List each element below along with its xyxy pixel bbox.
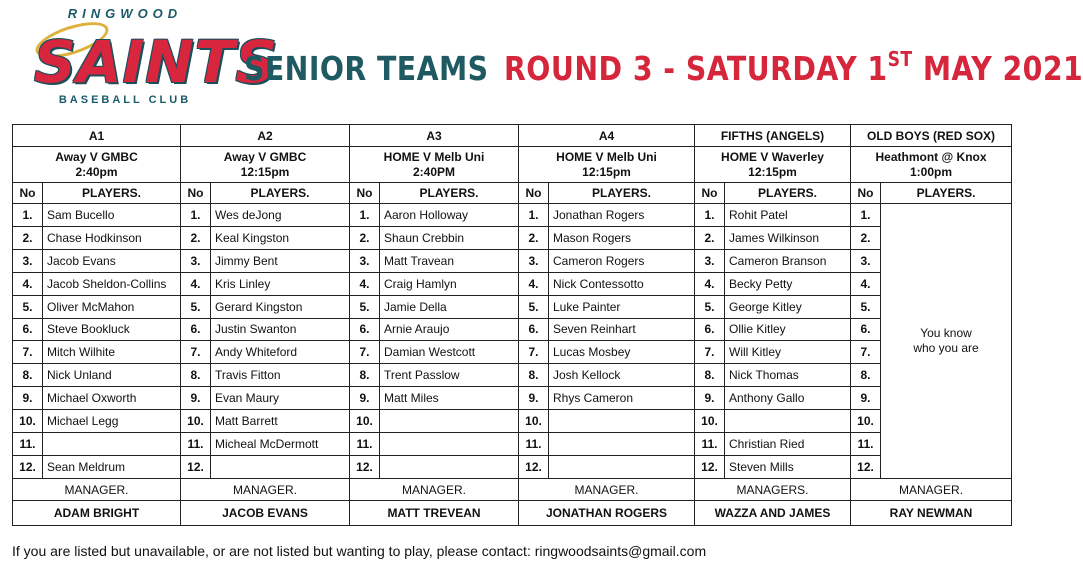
team-name-row: [13, 125, 1012, 147]
game-opponent: Away V GMBC: [55, 149, 138, 164]
player-name: Keal Kingston: [211, 226, 350, 249]
player-number: 2.: [350, 226, 380, 249]
player-number: 10.: [350, 410, 380, 433]
player-row: [13, 341, 1012, 364]
title-ordinal: ST: [887, 47, 913, 71]
player-number: 7.: [13, 341, 43, 364]
player-number: 1.: [695, 204, 725, 227]
player-number: 11.: [695, 433, 725, 456]
player-number: 12.: [695, 455, 725, 478]
player-name: Matt Miles: [380, 387, 519, 410]
player-number: 12.: [13, 455, 43, 478]
player-number: 7.: [519, 341, 549, 364]
page-title: [244, 44, 1083, 94]
player-number: 3.: [13, 249, 43, 272]
player-name: Trent Passlow: [380, 364, 519, 387]
player-number: 3.: [350, 249, 380, 272]
player-row: [13, 249, 1012, 272]
player-number: 10.: [519, 410, 549, 433]
player-number: 8.: [13, 364, 43, 387]
old-boys-note: [881, 204, 1012, 479]
player-number: 2.: [519, 226, 549, 249]
player-number: 10.: [181, 410, 211, 433]
player-name: Nick Contessotto: [549, 272, 695, 295]
player-name: Gerard Kingston: [211, 295, 350, 318]
player-number: 4.: [695, 272, 725, 295]
player-number: 2.: [181, 226, 211, 249]
title-round: [504, 49, 1083, 88]
player-name: Aaron Holloway: [380, 204, 519, 227]
game-opponent: HOME V Waverley: [721, 149, 824, 164]
game-opponent: HOME V Melb Uni: [556, 149, 657, 164]
manager-name: MATT TREVEAN: [350, 501, 519, 526]
player-name: [380, 433, 519, 456]
player-name: Jamie Della: [380, 295, 519, 318]
player-name: [549, 455, 695, 478]
no-header: No: [519, 183, 549, 204]
player-number: 6.: [350, 318, 380, 341]
manager-label: MANAGER.: [350, 479, 519, 501]
player-number: 2.: [851, 226, 881, 249]
player-number: 6.: [181, 318, 211, 341]
player-name: [549, 410, 695, 433]
players-header: PLAYERS.: [881, 183, 1012, 204]
player-row: [13, 295, 1012, 318]
team-name: FIFTHS (ANGELS): [695, 125, 851, 147]
player-number: 9.: [519, 387, 549, 410]
player-number: 6.: [519, 318, 549, 341]
game-opponent: Heathmont @ Knox: [875, 149, 987, 164]
game-time: 12:15pm: [582, 164, 631, 179]
player-number: 11.: [13, 433, 43, 456]
player-number: 2.: [13, 226, 43, 249]
player-number: 5.: [519, 295, 549, 318]
players-header: PLAYERS.: [725, 183, 851, 204]
player-name: Luke Painter: [549, 295, 695, 318]
player-name: Mason Rogers: [549, 226, 695, 249]
manager-name: WAZZA AND JAMES: [695, 501, 851, 526]
player-number: 5.: [13, 295, 43, 318]
player-name: Travis Fitton: [211, 364, 350, 387]
player-number: 8.: [350, 364, 380, 387]
player-name: [549, 433, 695, 456]
club-logo: [30, 6, 279, 110]
player-number: 9.: [13, 387, 43, 410]
player-name: Evan Maury: [211, 387, 350, 410]
player-name: Mitch Wilhite: [43, 341, 181, 364]
player-name: [380, 410, 519, 433]
player-number: 9.: [181, 387, 211, 410]
player-name: Josh Kellock: [549, 364, 695, 387]
player-row: [13, 272, 1012, 295]
player-number: 1.: [350, 204, 380, 227]
player-number: 7.: [350, 341, 380, 364]
player-name: Matt Barrett: [211, 410, 350, 433]
player-row: [13, 204, 1012, 227]
team-name: A2: [181, 125, 350, 147]
player-number: 1.: [181, 204, 211, 227]
player-name: Christian Ried: [725, 433, 851, 456]
player-name: Oliver McMahon: [43, 295, 181, 318]
players-header: PLAYERS.: [549, 183, 695, 204]
team-name: A3: [350, 125, 519, 147]
player-name: Nick Unland: [43, 364, 181, 387]
game-time: 12:15pm: [748, 164, 797, 179]
game-opponent: HOME V Melb Uni: [383, 149, 485, 164]
player-name: [43, 433, 181, 456]
player-number: 11.: [851, 433, 881, 456]
player-name: Lucas Mosbey: [549, 341, 695, 364]
player-name: Justin Swanton: [211, 318, 350, 341]
players-header: PLAYERS.: [380, 183, 519, 204]
player-number: 12.: [519, 455, 549, 478]
player-number: 7.: [695, 341, 725, 364]
player-name: Michael Oxworth: [43, 387, 181, 410]
player-name: Shaun Crebbin: [380, 226, 519, 249]
player-number: 9.: [695, 387, 725, 410]
manager-name: JONATHAN ROGERS: [519, 501, 695, 526]
game-time: 1:00pm: [910, 164, 953, 179]
player-number: 5.: [695, 295, 725, 318]
player-name: Jonathan Rogers: [549, 204, 695, 227]
player-row: [13, 226, 1012, 249]
player-name: Michael Legg: [43, 410, 181, 433]
player-number: 3.: [695, 249, 725, 272]
player-name: Sean Meldrum: [43, 455, 181, 478]
player-number: 4.: [13, 272, 43, 295]
player-number: 8.: [695, 364, 725, 387]
players-header: PLAYERS.: [43, 183, 181, 204]
player-name: [211, 455, 350, 478]
player-number: 10.: [695, 410, 725, 433]
no-header: No: [181, 183, 211, 204]
player-number: 11.: [350, 433, 380, 456]
player-name: Andy Whiteford: [211, 341, 350, 364]
game-info: [350, 147, 519, 183]
game-info-row: [13, 147, 1012, 183]
game-opponent: Away V GMBC: [223, 149, 307, 164]
game-info: [181, 147, 350, 183]
manager-label: MANAGER.: [851, 479, 1012, 501]
player-name: Anthony Gallo: [725, 387, 851, 410]
player-name: [725, 410, 851, 433]
player-number: 1.: [519, 204, 549, 227]
player-number: 7.: [851, 341, 881, 364]
title-round-text: ROUND 3 - SATURDAY 1: [504, 49, 888, 88]
game-time: 12:15pm: [240, 164, 290, 179]
manager-label: MANAGERS.: [695, 479, 851, 501]
player-name: Wes deJong: [211, 204, 350, 227]
player-number: 8.: [851, 364, 881, 387]
player-name: Ollie Kitley: [725, 318, 851, 341]
player-number: 12.: [851, 455, 881, 478]
player-row: [13, 410, 1012, 433]
no-header: No: [695, 183, 725, 204]
old-boys-note-line: who you are: [913, 341, 979, 355]
player-name: Chase Hodkinson: [43, 226, 181, 249]
player-name: Cameron Rogers: [549, 249, 695, 272]
old-boys-note-line: You know: [920, 326, 972, 340]
team-name: A1: [13, 125, 181, 147]
player-row: [13, 433, 1012, 456]
manager-label: MANAGER.: [13, 479, 181, 501]
player-name: James Wilkinson: [725, 226, 851, 249]
contact-note: If you are listed but unavailable, or are not listed but wanting to play, please contact: ringwoodsaints@gmail.com: [12, 543, 707, 559]
player-name: Rhys Cameron: [549, 387, 695, 410]
player-number: 9.: [851, 387, 881, 410]
player-number: 1.: [851, 204, 881, 227]
player-number: 6.: [695, 318, 725, 341]
player-number: 5.: [181, 295, 211, 318]
player-number: 9.: [350, 387, 380, 410]
manager-name: ADAM BRIGHT: [13, 501, 181, 526]
no-header: No: [851, 183, 881, 204]
players-header: PLAYERS.: [211, 183, 350, 204]
player-number: 10.: [851, 410, 881, 433]
player-row: [13, 455, 1012, 478]
title-senior-teams: SENIOR TEAMS: [244, 49, 489, 88]
no-header: No: [13, 183, 43, 204]
player-number: 8.: [519, 364, 549, 387]
player-number: 3.: [519, 249, 549, 272]
title-date: MAY 2021: [912, 49, 1083, 88]
game-info: [851, 147, 1012, 183]
player-name: Will Kitley: [725, 341, 851, 364]
player-number: 6.: [13, 318, 43, 341]
player-name: Sam Bucello: [43, 204, 181, 227]
player-name: Arnie Araujo: [380, 318, 519, 341]
player-name: Matt Travean: [380, 249, 519, 272]
player-name: Jacob Sheldon-Collins: [43, 272, 181, 295]
manager-label: MANAGER.: [519, 479, 695, 501]
team-name: A4: [519, 125, 695, 147]
manager-name: RAY NEWMAN: [851, 501, 1012, 526]
player-name: Seven Reinhart: [549, 318, 695, 341]
player-number: 1.: [13, 204, 43, 227]
player-name: Micheal McDermott: [211, 433, 350, 456]
player-number: 4.: [181, 272, 211, 295]
player-number: 4.: [851, 272, 881, 295]
player-number: 2.: [695, 226, 725, 249]
player-row: [13, 387, 1012, 410]
manager-label-row: [13, 479, 1012, 501]
player-name: Cameron Branson: [725, 249, 851, 272]
player-number: 4.: [519, 272, 549, 295]
player-name: Jimmy Bent: [211, 249, 350, 272]
manager-label: MANAGER.: [181, 479, 350, 501]
player-number: 3.: [181, 249, 211, 272]
player-name: Kris Linley: [211, 272, 350, 295]
player-number: 7.: [181, 341, 211, 364]
logo-top-text: RINGWOOD: [67, 6, 183, 21]
game-time: 2:40PM: [412, 164, 456, 179]
player-row: [13, 318, 1012, 341]
player-name: Steven Mills: [725, 455, 851, 478]
player-name: Craig Hamlyn: [380, 272, 519, 295]
logo-main-text: SAINTS: [34, 28, 279, 96]
player-number: 3.: [851, 249, 881, 272]
player-name: Nick Thomas: [725, 364, 851, 387]
player-number: 8.: [181, 364, 211, 387]
player-number: 6.: [851, 318, 881, 341]
game-info: [695, 147, 851, 183]
player-number: 12.: [350, 455, 380, 478]
player-name: Steve Bookluck: [43, 318, 181, 341]
manager-name-row: [13, 501, 1012, 526]
no-header: No: [350, 183, 380, 204]
player-name: Damian Westcott: [380, 341, 519, 364]
player-name: George Kitley: [725, 295, 851, 318]
player-name: Rohit Patel: [725, 204, 851, 227]
game-info: [13, 147, 181, 183]
player-row: [13, 364, 1012, 387]
player-name: [380, 455, 519, 478]
game-time: 2:40pm: [75, 164, 118, 179]
player-number: 11.: [181, 433, 211, 456]
player-name: Jacob Evans: [43, 249, 181, 272]
player-number: 12.: [181, 455, 211, 478]
logo-bottom-text: BASEBALL CLUB: [58, 94, 192, 106]
player-number: 11.: [519, 433, 549, 456]
player-name: Becky Petty: [725, 272, 851, 295]
player-number: 4.: [350, 272, 380, 295]
game-info: [519, 147, 695, 183]
player-number: 5.: [350, 295, 380, 318]
manager-name: JACOB EVANS: [181, 501, 350, 526]
player-number: 5.: [851, 295, 881, 318]
player-number: 10.: [13, 410, 43, 433]
team-roster-table: [12, 124, 1012, 526]
column-header-row: [13, 183, 1012, 204]
team-name: OLD BOYS (RED SOX): [851, 125, 1012, 147]
